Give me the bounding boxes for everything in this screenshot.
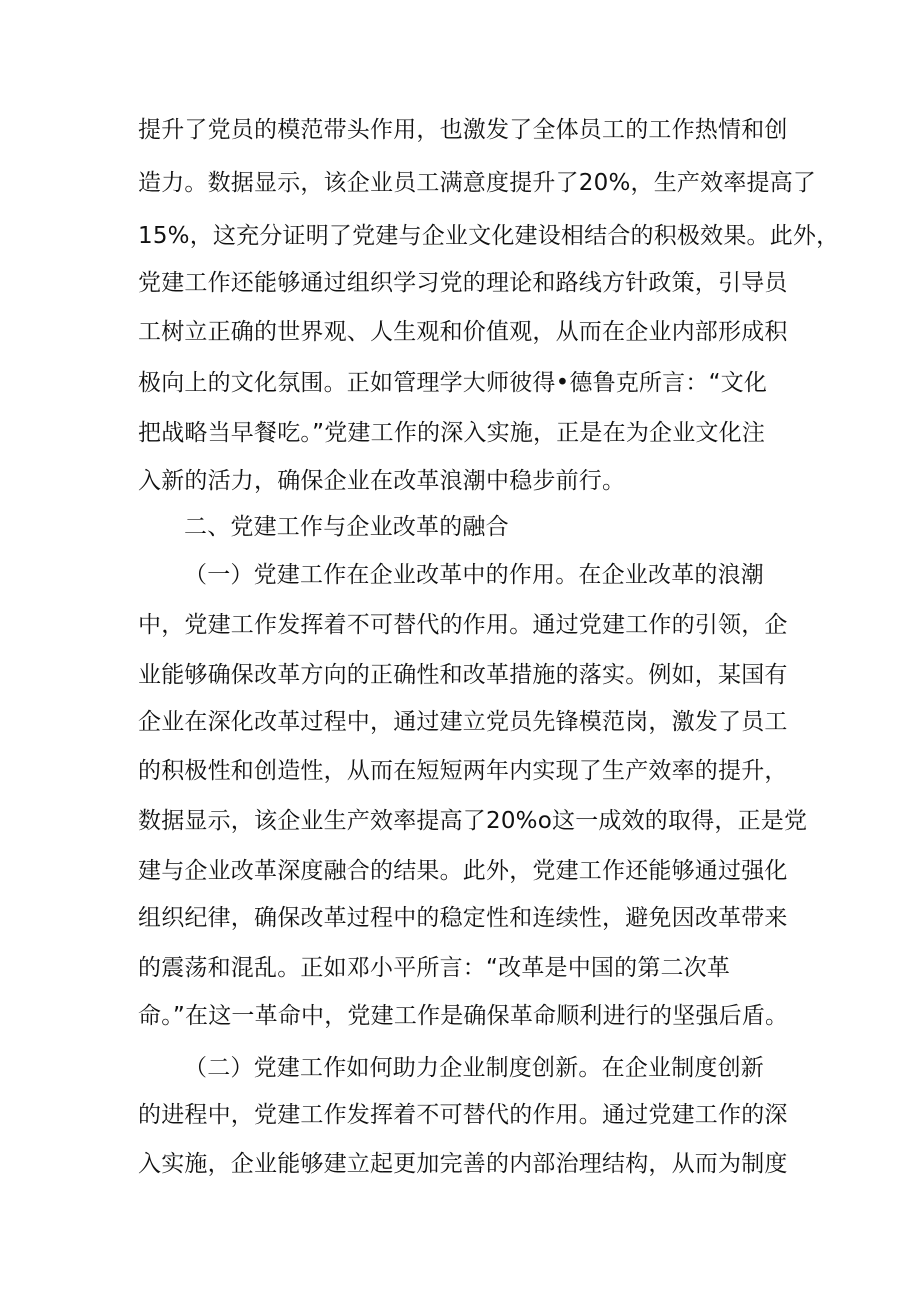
paragraph-line: 15%，这充分证明了党建与企业文化建设相结合的积极效果。此外， bbox=[138, 223, 840, 249]
paragraph-line: 建与企业改革深度融合的结果。此外，党建工作还能够通过强化 bbox=[138, 858, 788, 884]
subsection-heading-line: （一）党建工作在企业改革中的作用。在企业改革的浪潮 bbox=[184, 562, 764, 588]
paragraph-line: 工树立正确的世界观、人生观和价值观，从而在企业内部形成积 bbox=[138, 319, 788, 345]
paragraph-line: 极向上的文化氛围。正如管理学大师彼得•德鲁克所言：“文化 bbox=[138, 370, 768, 396]
paragraph-line: 把战略当早餐吃。”党建工作的深入实施，正是在为企业文化注 bbox=[138, 420, 766, 446]
paragraph-line: 入新的活力，确保企业在改革浪潮中稳步前行。 bbox=[138, 468, 626, 494]
paragraph-line: 的进程中，党建工作发挥着不可替代的作用。通过党建工作的深 bbox=[138, 1102, 788, 1128]
paragraph-line: 数据显示，该企业生产效率提高了20%o这一成效的取得，正是党 bbox=[138, 808, 808, 834]
paragraph-line: 业能够确保改革方向的正确性和改革措施的落实。例如，某国有 bbox=[138, 662, 788, 688]
paragraph-line: 企业在深化改革过程中，通过建立党员先锋模范岗，激发了员工 bbox=[138, 709, 788, 735]
paragraph-line: 命。”在这一革命中，党建工作是确保革命顺利进行的坚强后盾。 bbox=[138, 1003, 789, 1029]
paragraph-line: 入实施，企业能够建立起更加完善的内部治理结构，从而为制度 bbox=[138, 1151, 788, 1177]
paragraph-line: 组织纪律，确保改革过程中的稳定性和连续性，避免因改革带来 bbox=[138, 905, 788, 931]
paragraph-line: 提升了党员的模范带头作用，也激发了全体员工的工作热情和创 bbox=[138, 117, 788, 143]
paragraph-line: 造力。数据显示，该企业员工满意度提升了20%，生产效率提高了 bbox=[138, 170, 817, 196]
paragraph-line: 的震荡和混乱。正如邓小平所言：“改革是中国的第二次革 bbox=[138, 955, 731, 981]
paragraph-line: 的积极性和创造性，从而在短短两年内实现了生产效率的提升， bbox=[138, 758, 788, 784]
paragraph-line: 党建工作还能够通过组织学习党的理论和路线方针政策，引导员 bbox=[138, 270, 788, 296]
subsection-heading-line: （二）党建工作如何助力企业制度创新。在企业制度创新 bbox=[184, 1055, 764, 1081]
section-heading: 二、党建工作与企业改革的融合 bbox=[184, 514, 509, 540]
paragraph-line: 中，党建工作发挥着不可替代的作用。通过党建工作的引领，企 bbox=[138, 612, 788, 638]
